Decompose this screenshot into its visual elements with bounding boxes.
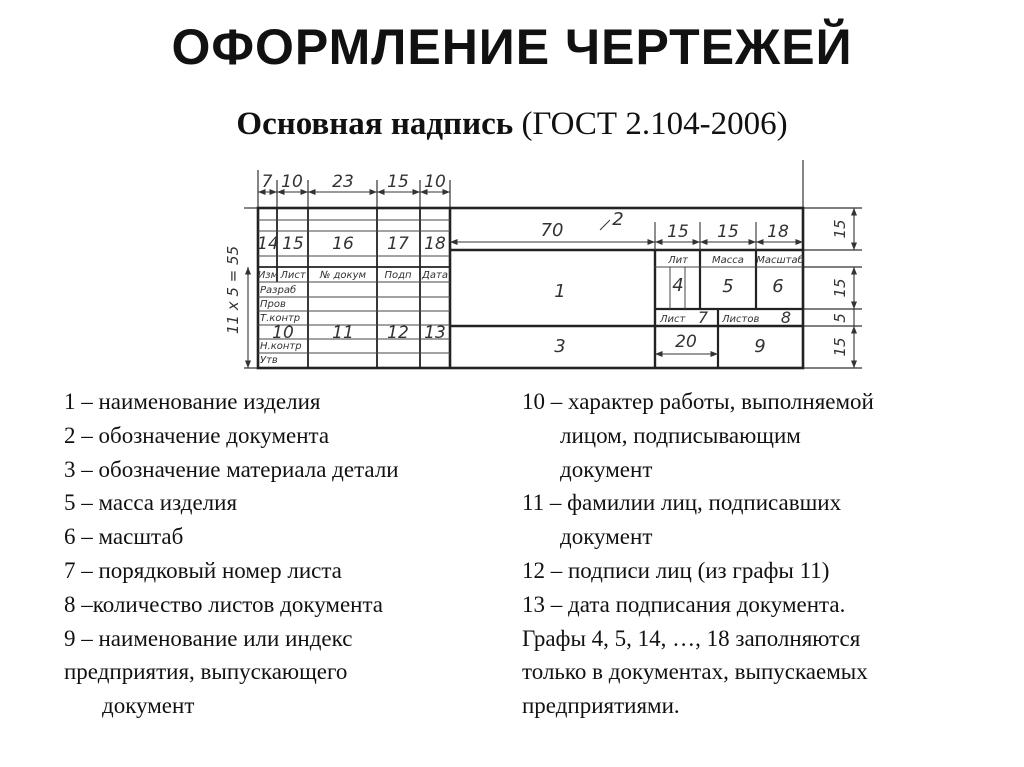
cell-11: 11	[332, 323, 354, 343]
cell-14: 14	[257, 234, 279, 254]
graph-2-label: 2	[612, 209, 624, 230]
legend-item: 1 – наименование изделия	[64, 389, 321, 414]
head-data: Дата	[422, 270, 448, 281]
right-dim-15-bot: 15	[831, 337, 849, 357]
label-list: Лист	[660, 314, 686, 325]
head-massa: Масса	[712, 255, 744, 266]
legend-item: 7 – порядковый номер листа	[64, 557, 342, 583]
row-tkontr: Т.контр	[260, 313, 301, 324]
cell-12: 12	[387, 323, 409, 343]
graph-3-label: 3	[554, 336, 566, 357]
row-utv: Утв	[260, 355, 278, 366]
cell-15: 15	[282, 234, 304, 254]
legend-left	[64, 385, 504, 723]
legend-item: 13 – дата подписания документа.	[522, 591, 846, 617]
head-izm: Изм	[257, 270, 279, 281]
cell-4: 4	[672, 275, 684, 296]
row-nkontr: Н.контр	[260, 341, 302, 352]
legend-item: документ	[560, 456, 653, 482]
cell-8: 8	[780, 308, 792, 327]
right-dim-15b: 15	[717, 222, 739, 242]
head-masshtab: Масштаб	[756, 255, 804, 266]
right-dim-15a: 15	[667, 222, 689, 242]
head-dokum: № докум	[319, 270, 367, 281]
legend-item: Графы 4, 5, 14, …, 18 заполняются	[522, 625, 861, 651]
left-block-grid	[277, 208, 450, 368]
row-razrab: Разраб	[260, 285, 297, 296]
head-list: Лист	[280, 270, 306, 281]
legend-item: 10 – характер работы, выполняемой	[522, 389, 874, 414]
right-dim-18: 18	[767, 222, 789, 242]
legend-item: 9 – наименование или индекс	[64, 625, 353, 651]
head-lit: Лит	[668, 255, 688, 266]
graph-9-label: 9	[754, 336, 766, 357]
cell-10: 10	[272, 323, 294, 343]
legend-right	[522, 385, 1012, 723]
cell-17: 17	[387, 234, 409, 254]
legend-item: предприятия, выпускающего	[64, 659, 348, 685]
legend-item: 2 – обозначение документа	[64, 422, 330, 448]
cell-6: 6	[772, 276, 784, 297]
cell-16: 16	[332, 234, 354, 254]
subtitle-bold: Основная надпись	[236, 106, 514, 142]
subtitle-normal: (ГОСТ 2.104-2006)	[513, 106, 788, 142]
legend-item: 3 – обозначение материала детали	[64, 456, 399, 482]
graph-1-label: 1	[554, 281, 566, 302]
dim-20-label: 20	[675, 332, 697, 352]
right-dim-15-mid: 15	[831, 278, 849, 298]
top-dim-23: 23	[332, 172, 354, 192]
legend-item: лицом, подписывающим	[560, 422, 801, 448]
legend-item: документ	[560, 524, 653, 550]
dim-70-label: 70	[540, 220, 564, 241]
top-dim-7: 7	[261, 172, 273, 192]
top-dim-10: 10	[281, 172, 303, 192]
cell-18: 18	[424, 234, 446, 254]
legend-item: 11 – фамилии лиц, подписавших	[522, 490, 842, 516]
left-dim-label: 11 x 5 = 55	[224, 245, 242, 335]
legend-item: документ	[102, 693, 195, 719]
legend-item: 5 – масса изделия	[64, 490, 238, 516]
legend-item: предприятиями.	[522, 693, 680, 719]
page-title: ОФОРМЛЕНИЕ ЧЕРТЕЖЕЙ	[171, 19, 853, 75]
cell-13: 13	[424, 323, 446, 343]
head-podp: Подп	[384, 270, 412, 281]
legend-item: 6 – масштаб	[64, 524, 184, 550]
label-listov: Листов	[722, 314, 760, 325]
legend-item: 8 –количество листов документа	[64, 591, 384, 617]
legend-item: только в документах, выпускаемых	[522, 659, 868, 685]
top-dim-10b: 10	[424, 172, 446, 192]
cell-5: 5	[722, 276, 734, 297]
row-prov: Пров	[260, 299, 286, 310]
cell-7: 7	[697, 308, 709, 327]
legend-item: 12 – подписи лиц (из графы 11)	[522, 557, 830, 583]
right-dim-5: 5	[831, 313, 849, 323]
right-dim-15-top: 15	[831, 219, 849, 239]
top-dim-15: 15	[387, 172, 409, 192]
